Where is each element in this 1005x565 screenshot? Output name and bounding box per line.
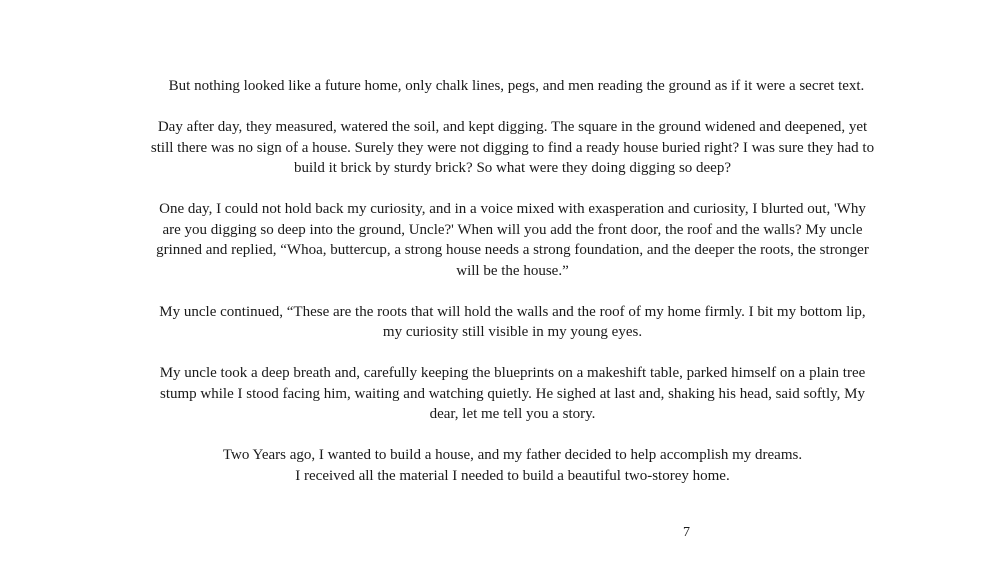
paragraph-4: [120, 302, 905, 343]
paragraph-5: [120, 363, 905, 425]
text-line: Day after day, they measured, watered the soil, and kept digging. The square in the ground widened and deepened, yet: [157, 119, 868, 135]
paragraph-2: [120, 117, 905, 179]
page-number: 7: [683, 525, 690, 540]
paragraph-3: [120, 199, 905, 281]
text-line: stump while I stood facing him, waiting and watching quietly. He sighed at last and, shaking his head, said softly, My: [159, 385, 866, 402]
text-line: My uncle took a deep breath and, carefully keeping the blueprints on a makeshift table, parked himself on a plain tree: [159, 365, 866, 381]
text-line: dear, let me tell you a story.: [429, 406, 596, 422]
text-line: grinned and replied, “Whoa, buttercup, a strong house needs a strong foundation, and the deeper the roots, the stronger: [156, 242, 869, 258]
text-line: are you digging so deep into the ground, Uncle?' When will you add the front door, the roof and the walls? My uncle: [162, 221, 863, 238]
text-line: I received all the material I needed to build a beautiful two-storey home.: [295, 467, 730, 484]
text-line: One day, I could not hold back my curiosity, and in a voice mixed with exasperation and curiosity, I blurted out, 'Why: [159, 201, 866, 217]
text-line: But nothing looked like a future home, only chalk lines, pegs, and men reading the ground as if it were a secret text.: [168, 78, 865, 94]
text-line: Two Years ago, I wanted to build a house, and my father decided to help accomplish my dreams.: [222, 447, 803, 463]
text-line: my curiosity still visible in my young eyes.: [382, 324, 643, 340]
paragraph-1: [120, 76, 905, 97]
text-line: build it brick by sturdy brick? So what were they doing digging so deep?: [294, 160, 731, 176]
body-text: [120, 76, 905, 486]
text-line: will be the house.”: [456, 262, 569, 279]
paragraph-6: [120, 445, 905, 486]
text-line: still there was no sign of a house. Surely they were not digging to find a ready house buried right? I was sure they had to: [150, 139, 875, 156]
text-line: My uncle continued, “These are the roots that will hold the walls and the roof of my home firmly. I bit my bottom lip,: [159, 303, 866, 320]
